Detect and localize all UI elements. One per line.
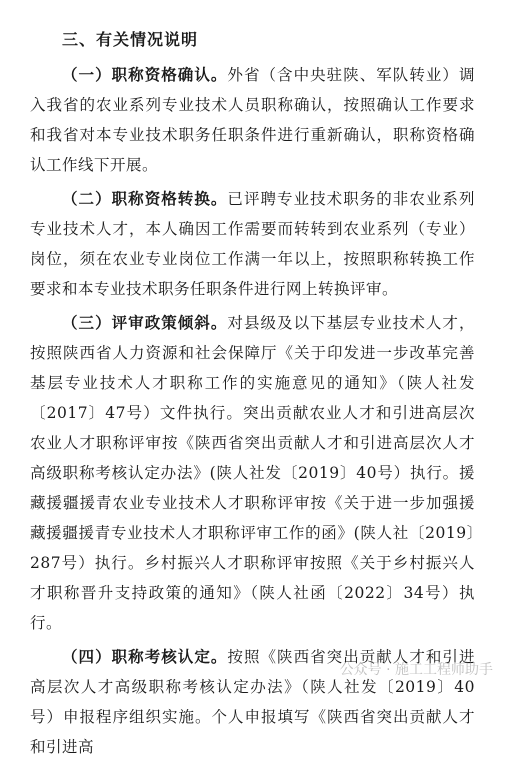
paragraph-2-lead: （二）职称资格转换。 [62,189,228,208]
paragraph-2 [30,184,475,304]
paragraph-1 [30,60,475,180]
paragraph-3-text: 对县级及以下基层专业技术人才，按照陕西省人力资源和社会保障厅《关于印发进一步改革完善基层专业技术人才职称工作的实施意见的通知》（陕人社发〔2017〕47号）文件执行。突出贡献农业人才和引进高层次农业人才职称评审按《陕西省突出贡献人才和引进高层次人才高级职称考核认定办法》(陕人社发〔2019〕40号）执行。援藏援疆援青农业专业技术人才职称评审按《关于进一步加强援藏援疆援青专业技术人才职称评审工作的函》(陕人社〔2019〕287号）执行。乡村振兴人才职称评审按照《关于乡村振兴人才职称晋升支持政策的通知》（陕人社函〔2022〕34号）执行。 [30,314,475,632]
section-heading: 三、有关情况说明 [62,30,199,49]
paragraph-3 [30,308,475,638]
paragraph-1-lead: （一）职称资格确认。 [62,65,228,84]
paragraph-1-text: 外省（含中央驻陕、军队转业）调入我省的农业系列专业技术人员职称确认，按照确认工作要求和我省对本专业技术职务任职条件进行重新确认，职称资格确认工作线下开展。 [30,66,475,174]
paragraph-4-lead: （四）职称考核认定。 [62,647,228,666]
watermark: 公众号 · 施工工程师助手 [339,662,493,678]
paragraph-4-text: 按照《陕西省突出贡献人才和引进高层次人才高级职称考核认定办法》（陕人社发〔2019〕40号）申报程序组织实施。个人申报填写《陕西省突出贡献人才和引进高 [30,648,475,756]
paragraph-2-text: 已评聘专业技术职务的非农业系列专业技术人才，本人确因工作需要而转转到农业系列（专业）岗位，须在农业专业岗位工作满一年以上，按照职称转换工作要求和本专业技术职务任职条件进行网上转换评审。 [30,190,475,298]
paragraph-3-lead: （三）评审政策倾斜。 [62,313,228,332]
